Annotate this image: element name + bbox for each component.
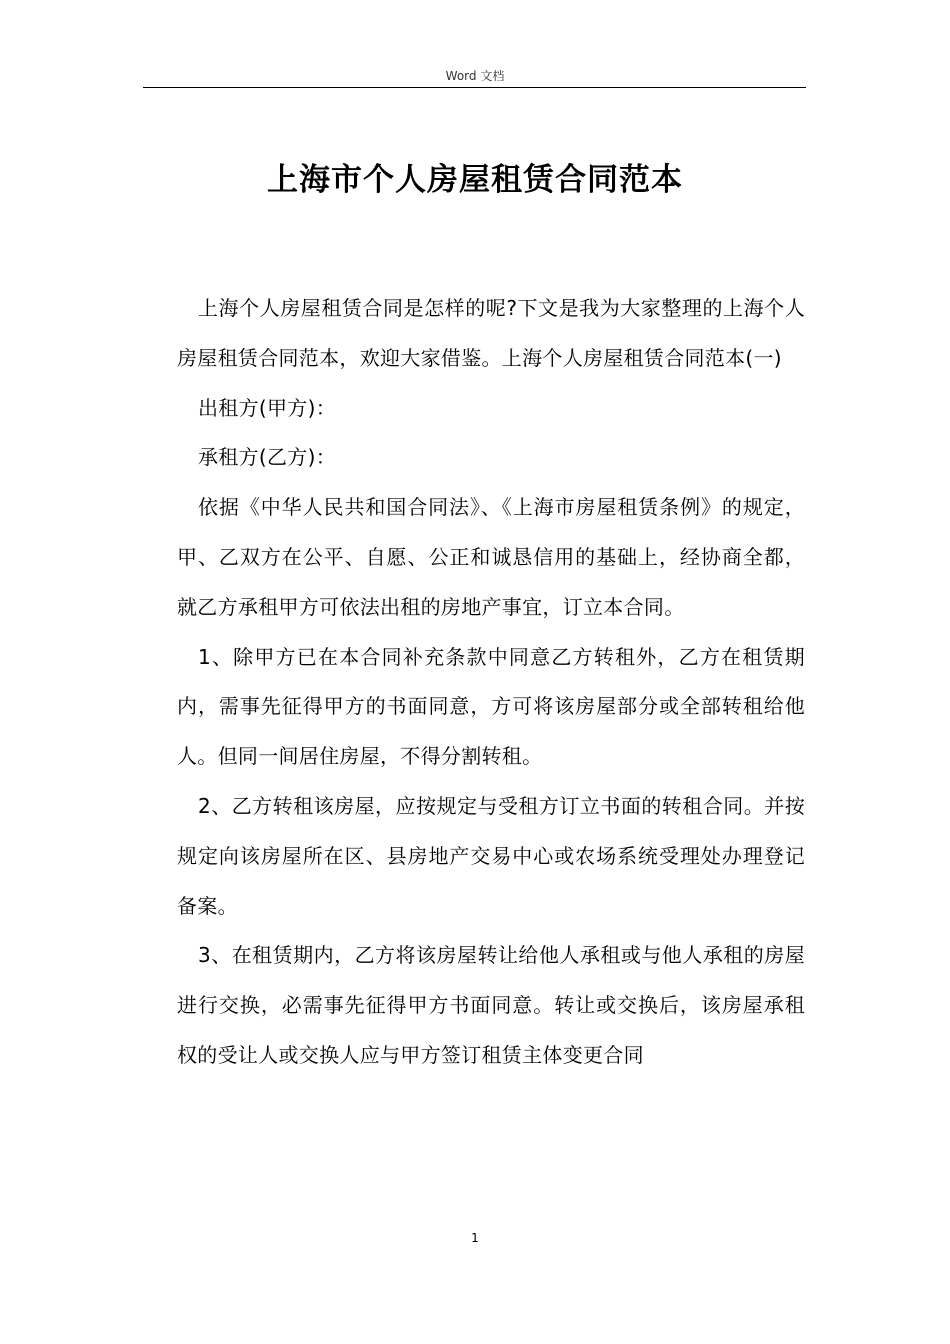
- paragraph-lessor: 出租方(甲方)：: [198, 395, 337, 420]
- document-body: [177, 284, 805, 1081]
- paragraph-clause-1: 1、除甲方已在本合同补充条款中同意乙方转租外，乙方在租赁期内，需事先征得甲方的书面同意，方可将该房屋部分或全部转租给他人。但同一间居住房屋，不得分割转租。: [177, 644, 805, 769]
- header-divider: [143, 87, 806, 88]
- paragraph-clause-2: 2、乙方转租该房屋，应按规定与受租方订立书面的转租合同。并按规定向该房屋所在区、县房地产交易中心或农场系统受理处办理登记备案。: [177, 793, 805, 918]
- document-title: 上海市个人房屋租赁合同范本: [267, 162, 683, 198]
- paragraph-lessee: 承租方(乙方)：: [198, 445, 337, 470]
- paragraph-intro: 上海个人房屋租赁合同是怎样的呢?下文是我为大家整理的上海个人房屋租赁合同范本，欢迎大家借鉴。上海个人房屋租赁合同范本(一): [177, 296, 805, 370]
- page-number: 1: [471, 1231, 479, 1245]
- paragraph-clause-3: 3、在租赁期内，乙方将该房屋转让给他人承租或与他人承租的房屋进行交换，必需事先征得甲方书面同意。转让或交换后，该房屋承租权的受让人或交换人应与甲方签订租赁主体变更合同: [177, 943, 805, 1067]
- header-label: Word 文档: [445, 69, 505, 83]
- paragraph-basis: 依据《中华人民共和国合同法》、《上海市房屋租赁条例》的规定，甲、乙双方在公平、自愿、公正和诚恳信用的基础上，经协商全都，就乙方承租甲方可依法出租的房地产事宜，订立本合同。: [177, 495, 805, 619]
